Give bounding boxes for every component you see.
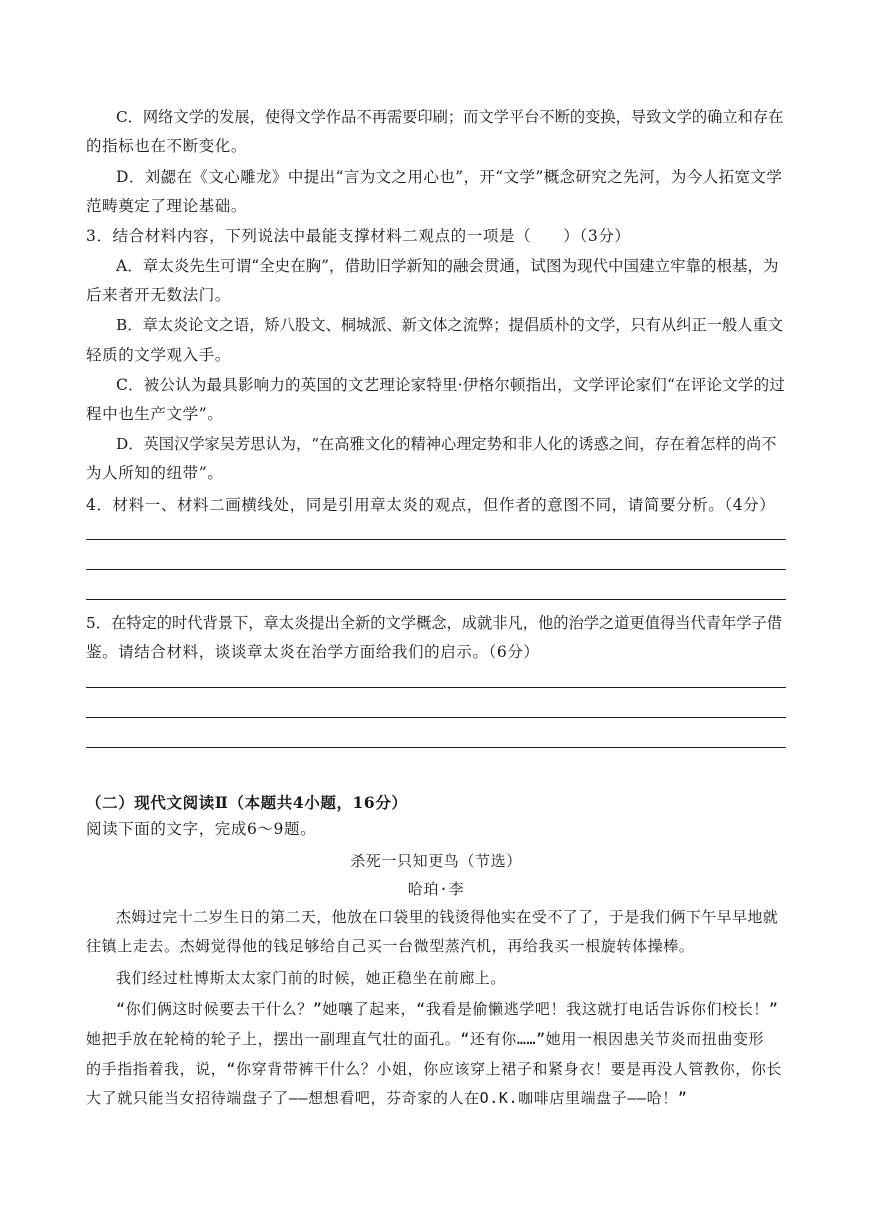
q4-answer-line-1 (86, 539, 786, 540)
q5-stem-line1: 5．在特定的时代背景下，章太炎提出全新的文学概念，成就非凡，他的治学之道更值得当代青年学子借 (86, 614, 782, 632)
story-paragraph-1-line1: 杰姆过完十二岁生日的第二天，他放在口袋里的钱烫得他实在受不了了，于是我们俩下午早早地就 (116, 908, 779, 926)
story-title: 杀死一只知更鸟（节选） (350, 852, 522, 870)
story-paragraph-3-line1: “你们俩这时候要去干什么？”她嚷了起来，“我看是偷懒逃学吧！我这就打电话告诉你们校长！” (116, 1000, 779, 1018)
story-paragraph-1-line2: 往镇上走去。杰姆觉得他的钱足够给自己买一台微型蒸汽机，再给我买一根旋转体操棒。 (86, 937, 695, 955)
q4-answer-line-3 (86, 599, 786, 600)
q2-option-c-line1: C．网络文学的发展，使得文学作品不再需要印刷；而文学平台不断的变换，导致文学的确立和存在 (116, 108, 784, 126)
story-paragraph-3-line2: 她把手放在轮椅的轮子上，摆出一副理直气壮的面孔。“还有你……”她用一根因患关节炎而扭曲变形 (86, 1030, 765, 1048)
story-paragraph-2: 我们经过杜博斯太太家门前的时候，她正稳坐在前廊上。 (116, 969, 507, 987)
q3-option-b-line2: 轻质的文学观入手。 (86, 346, 231, 364)
q3-stem: 3．结合材料内容，下列说法中最能支撑材料二观点的一项是（ ）（3分） (86, 227, 631, 245)
q5-answer-line-2 (86, 717, 786, 718)
q3-option-d-line1: D．英国汉学家吴芳思认为，“在高雅文化的精神心理定势和非人化的诱惑之间，存在着怎样的尚不 (116, 435, 777, 453)
q3-option-c-line2: 程中也生产文学”。 (86, 405, 224, 423)
q3-option-b-line1: B．章太炎论文之语，矫八股文、桐城派、新文体之流弊；提倡质朴的文学，只有从纠正一般人重文 (116, 316, 783, 334)
story-paragraph-3-line3: 的手指指着我，说，“你穿背带裤干什么？小姐，你应该穿上裙子和紧身衣！要是再没人管教你，你长 (86, 1060, 783, 1078)
q2-option-c-line2: 的指标也在不断变化。 (86, 137, 248, 155)
section-heading: （二）现代文阅读Ⅱ（本题共4小题，16分） (86, 793, 408, 812)
q2-option-d-line1: D．刘勰在《文心雕龙》中提出“言为文之用心也”，开“文学”概念研究之先河，为今人拓宽文学 (116, 168, 783, 186)
q4-answer-line-2 (86, 569, 786, 570)
story-paragraph-3-line4: 大了就只能当女招待端盘子了——想想看吧，芬奇家的人在O.K.咖啡店里端盘子——哈！” (86, 1089, 688, 1107)
q3-option-a-line1: A．章太炎先生可谓“全史在胸”，借助旧学新知的融会贯通，试图为现代中国建立牢靠的根基，为 (116, 257, 779, 275)
q5-answer-line-3 (86, 747, 786, 748)
story-author: 哈珀·李 (407, 880, 465, 898)
q5-stem-line2: 鉴。请结合材料，谈谈章太炎在治学方面给我们的启示。（6分） (86, 643, 540, 661)
q3-option-d-line2: 为人所知的纽带”。 (86, 464, 224, 482)
reading-instruction: 阅读下面的文字，完成6～9题。 (86, 820, 317, 838)
q3-option-c-line1: C．被公认为最具影响力的英国的文艺理论家特里·伊格尔顿指出，文学评论家们“在评论文学的过 (116, 376, 786, 394)
q4-stem: 4．材料一、材料二画横线处，同是引用章太炎的观点，但作者的意图不同，请简要分析。（4分） (86, 496, 776, 514)
q2-option-d-line2: 范畴奠定了理论基础。 (86, 197, 248, 215)
q3-option-a-line2: 后来者开无数法门。 (86, 286, 231, 304)
q5-answer-line-1 (86, 687, 786, 688)
